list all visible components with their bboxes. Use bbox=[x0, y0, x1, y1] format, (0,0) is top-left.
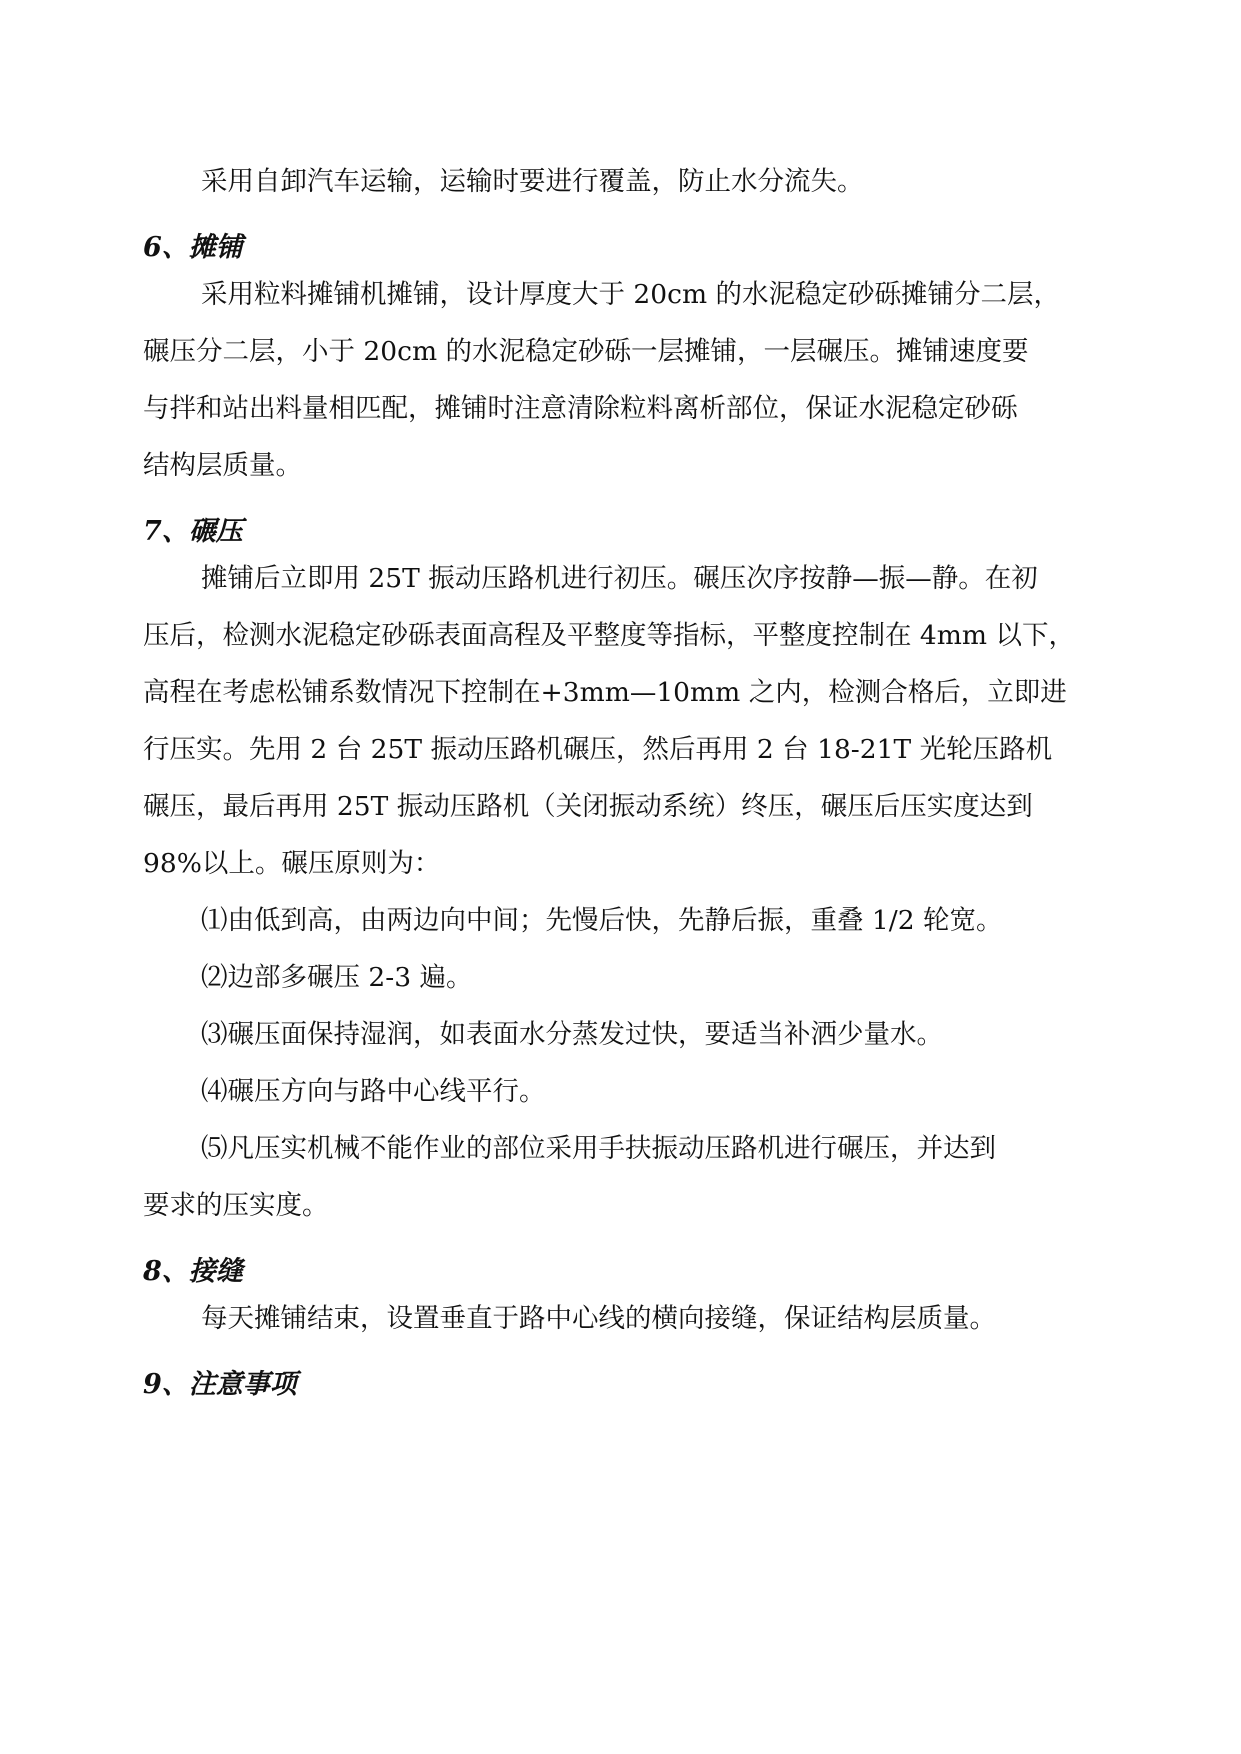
rule-item-5-continuation: 要求的压实度。 bbox=[143, 1190, 329, 1221]
rule-item-2: ⑵边部多碾压 2-3 遍。 bbox=[201, 962, 473, 993]
rule-item-1: ⑴由低到高，由两边向中间；先慢后快，先静后振，重叠 1/2 轮宽。 bbox=[201, 905, 1003, 936]
paragraph-7-line-3: 高程在考虑松铺系数情况下控制在+3mm—10mm 之内，检测合格后，立即进 bbox=[143, 677, 1067, 708]
section-heading-8: 8、接缝 bbox=[143, 1256, 243, 1287]
paragraph-7-line-1: 摊铺后立即用 25T 振动压路机进行初压。碾压次序按静—振—静。在初 bbox=[201, 563, 1038, 594]
paragraph-6-line-4: 结构层质量。 bbox=[143, 450, 302, 481]
paragraph-7-line-4: 行压实。先用 2 台 25T 振动压路机碾压，然后再用 2 台 18-21T 光轮压路机 bbox=[143, 734, 1053, 765]
section-heading-7: 7、碾压 bbox=[143, 516, 243, 547]
paragraph-8: 每天摊铺结束，设置垂直于路中心线的横向接缝，保证结构层质量。 bbox=[201, 1303, 996, 1334]
section-heading-9: 9、注意事项 bbox=[143, 1369, 297, 1400]
paragraph-7-line-5: 碾压，最后再用 25T 振动压路机（关闭振动系统）终压，碾压后压实度达到 bbox=[143, 791, 1033, 822]
rule-item-4: ⑷碾压方向与路中心线平行。 bbox=[201, 1076, 546, 1107]
paragraph-6-line-1: 采用粒料摊铺机摊铺，设计厚度大于 20cm 的水泥稳定砂砾摊铺分二层， bbox=[201, 279, 1061, 310]
rule-item-5: ⑸凡压实机械不能作业的部位采用手扶振动压路机进行碾压，并达到 bbox=[201, 1133, 996, 1164]
paragraph-6-line-3: 与拌和站出料量相匹配，摊铺时注意清除粒料离析部位，保证水泥稳定砂砾 bbox=[143, 393, 1018, 424]
paragraph-7-line-2: 压后，检测水泥稳定砂砾表面高程及平整度等指标，平整度控制在 4mm 以下， bbox=[143, 620, 1075, 651]
paragraph-transport: 采用自卸汽车运输，运输时要进行覆盖，防止水分流失。 bbox=[201, 166, 864, 197]
paragraph-7-line-6: 98%以上。碾压原则为： bbox=[143, 848, 441, 879]
rule-item-3: ⑶碾压面保持湿润，如表面水分蒸发过快，要适当补洒少量水。 bbox=[201, 1019, 943, 1050]
section-heading-6: 6、摊铺 bbox=[143, 232, 243, 263]
paragraph-6-line-2: 碾压分二层，小于 20cm 的水泥稳定砂砾一层摊铺，一层碾压。摊铺速度要 bbox=[143, 336, 1029, 367]
